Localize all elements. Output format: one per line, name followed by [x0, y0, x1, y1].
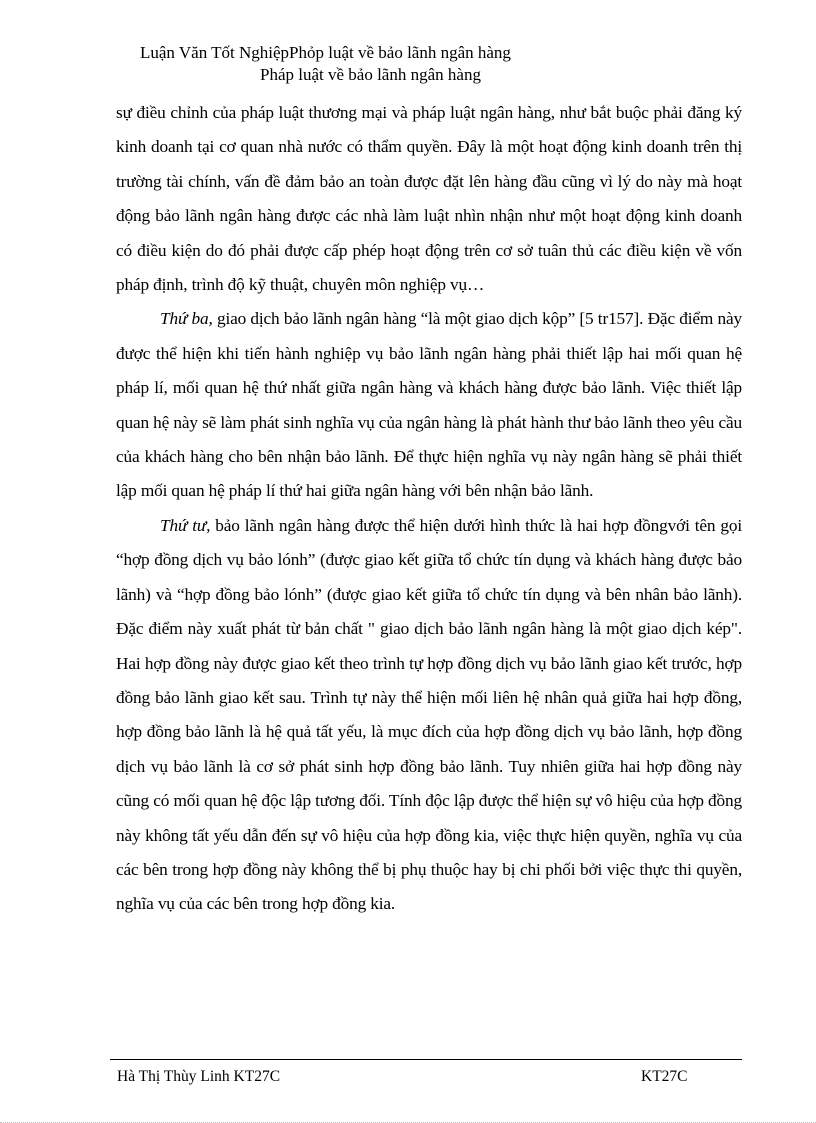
footer-divider	[110, 1059, 742, 1060]
paragraph-3-lead: Thứ tư,	[160, 515, 211, 535]
paragraph-3-text: bảo lãnh ngân hàng được thể hiện dưới hình thức là hai hợp đồngvới tên gọi “hợp đồng dịch vụ bảo lónh” (được giao kết giữa tổ chức tín dụng và khách hàng được bảo lãnh) và “hợp đồng bảo lónh” (được giao kết giữa tổ chức tín dụng và bên nhân bảo lãnh). Đặc điểm này xuất phát từ bản chất " giao dịch bảo lãnh ngân hàng là một giao dịch kép". Hai hợp đồng này được giao kết theo trình tự hợp đồng dịch vụ bảo lãnh giao kết trước, hợp đồng bảo lãnh giao kết sau. Trình tự này thể hiện mối liên hệ nhân quả giữa hai hợp đồng, hợp đồng bảo lãnh là hệ quả tất yếu, là mục đích của hợp đồng dịch vụ bảo lãnh, hợp đồng dịch vụ bảo lãnh là cơ sở phát sinh hợp đồng bảo lãnh. Tuy nhiên giữa hai hợp đồng này cũng có mối quan hệ độc lập tương đối. Tính độc lập được thể hiện sự vô hiệu của hợp đồng này không tất yếu dẫn đến sự vô hiệu của hợp đồng kia, việc thực hiện quyền, nghĩa vụ của các bên trong hợp đồng này không thể bị phụ thuộc hay bị chi phối bởi việc thực thi quyền, nghĩa vụ của các bên trong hợp đồng kia.	[116, 515, 742, 914]
paragraph-2-text: giao dịch bảo lãnh ngân hàng “là một giao dịch kộp” [5 tr157]. Đặc điểm này được thể hiện khi tiến hành nghiệp vụ bảo lãnh ngân hàng phải thiết lập hai mối quan hệ pháp lí, mối quan hệ thứ nhất giữa ngân hàng và khách hàng được bảo lãnh. Việc thiết lập quan hệ này sẽ làm phát sinh nghĩa vụ của ngân hàng là phát hành thư bảo lãnh theo yêu cầu của khách hàng cho bên nhận bảo lãnh. Để thực hiện nghĩa vụ này ngân hàng sẽ phải thiết lập mối quan hệ pháp lí thứ hai giữa ngân hàng với bên nhận bảo lãnh.	[116, 309, 742, 501]
header-subtitle: Pháp luật về bảo lãnh ngân hàng	[260, 65, 481, 84]
paragraph-3	[116, 509, 742, 922]
document-body	[116, 96, 742, 922]
paragraph-2-lead: Thứ ba,	[160, 309, 213, 329]
footer-class-code: KT27C	[641, 1068, 688, 1085]
footer-author: Hà Thị Thùy Linh KT27C	[117, 1068, 281, 1085]
paragraph-2	[116, 302, 742, 508]
paragraph-1: sự điều chỉnh của pháp luật thương mại và pháp luật ngân hàng, như bắt buộc phải đăng ký kinh doanh tại cơ quan nhà nước có thẩm quyền. Đây là một hoạt động kinh doanh trên thị trường tài chính, vấn đề đảm bảo an toàn được đặt lên hàng đầu cũng vì lý do này mà hoạt động bảo lãnh ngân hàng được các nhà làm luật nhìn nhận như một hoạt động kinh doanh có điều kiện do đó phải được cấp phép hoạt động trên cơ sở tuân thủ các điều kiện về vốn pháp định, trình độ kỹ thuật, chuyên môn nghiệp vụ…	[116, 103, 742, 295]
header-title: Luận Văn Tốt NghiệpPhỏp luật về bảo lãnh ngân hàng	[140, 43, 511, 62]
